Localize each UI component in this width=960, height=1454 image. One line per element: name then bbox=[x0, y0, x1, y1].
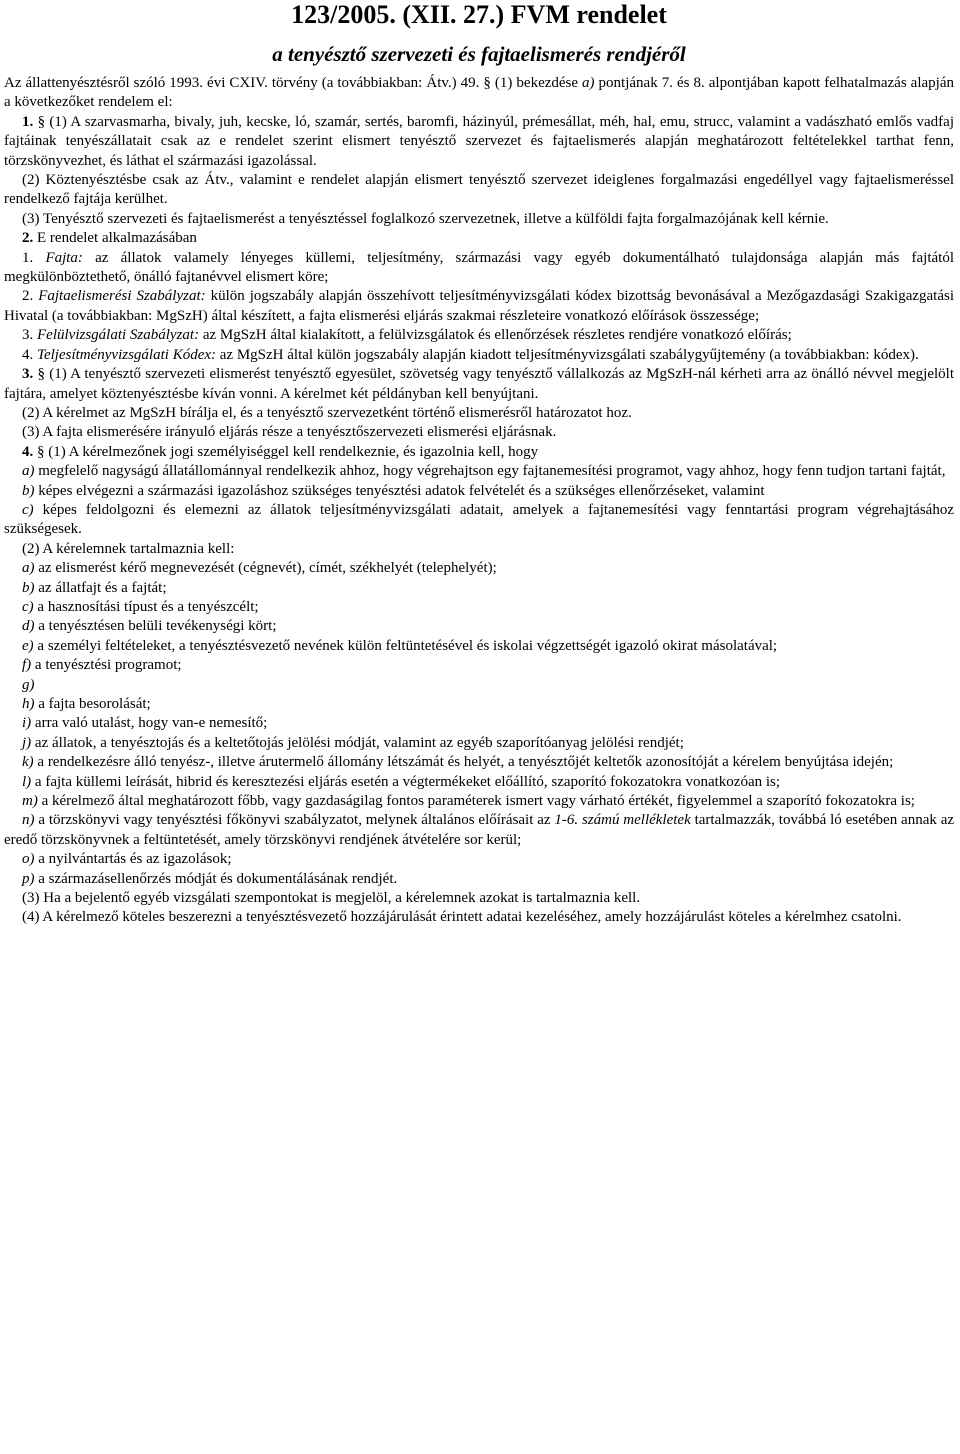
paragraph: (4) A kérelmező köteles beszerezni a tenyésztésvezető hozzájárulását érintett adatai kezeléséhez, amely hozzájárulást köteles a kérelmhez csatolni. bbox=[22, 909, 902, 926]
paragraph: b) az állatfajt és a fajtát; bbox=[22, 579, 167, 596]
paragraph: (2) Köztenyésztésbe csak az Átv., valamint e rendelet alapján elismert tenyésztő szervezet ideiglenes forgalmazási engedéllyel vagy fajtaelismeréssel rendelkező fajtája kerülhet. bbox=[4, 172, 954, 208]
document-title: 123/2005. (XII. 27.) FVM rendelet bbox=[291, 0, 667, 29]
paragraph: p) a származásellenőrzés módját és dokumentálásának rendjét. bbox=[22, 870, 398, 887]
paragraph: 3. § (1) A tenyésztő szervezeti elismerést tenyésztő egyesület, szövetség vagy tenyésztő vállalkozás az MgSzH-nál kérheti arra az önálló névvel megjelölt fajtára, amelyet köztenyésztésbe kíván vonni. A kérelmet két példányban kell benyújtani. bbox=[4, 366, 954, 402]
paragraph: m) a kérelmező által meghatározott főbb, vagy gazdaságilag fontos paraméterek ismert vagy várható értékét, figyelemmel a szaporító fokozatokra is; bbox=[22, 793, 915, 810]
paragraph: (3) Ha a bejelentő egyéb vizsgálati szempontokat is megjelöl, a kérelemnek azokat is tartalmaznia kell. bbox=[22, 890, 641, 907]
paragraph: (2) A kérelmet az MgSzH bírálja el, és a tenyésztő szervezetként történő elismerésről határozatot hoz. bbox=[22, 404, 632, 421]
paragraph: 4. § (1) A kérelmezőnek jogi személyiséggel kell rendelkeznie, és igazolnia kell, hogy bbox=[22, 443, 539, 460]
document-subtitle: a tenyésztő szervezeti és fajtaelismerés rendjéről bbox=[272, 42, 686, 66]
document bbox=[4, 0, 954, 928]
paragraph: 1. Fajta: az állatok valamely lényeges küllemi, teljesítmény, származási vagy egyéb dokumentálható tulajdonsága alapján más fajtától megkülönböztethető, önálló fajtanévvel elismert köre; bbox=[4, 249, 954, 286]
paragraph: o) a nyilvántartás és az igazolások; bbox=[22, 851, 232, 868]
paragraph: 2. Fajtaelismerési Szabályzat: külön jogszabály alapján összehívott teljesítményvizsgálati kódex bizottság bevonásával a Mezőgazdasági Szakigazgatási Hivatal (a továbbiakban: MgSzH) által készített, a fajta elismerési eljárás szakmai részleteire vonatkozó előírások összessége; bbox=[4, 288, 955, 324]
paragraph: h) a fajta besorolását; bbox=[22, 696, 151, 712]
paragraph: 1. § (1) A szarvasmarha, bivaly, juh, kecske, ló, szamár, sertés, baromfi, házinyúl, prémesállat, méh, hal, emu, strucc, valamint a vadászható emlős vadfaj fajtáinak tenyészállatait csak az e rendelet szerint elismert tenyésztő szervezet és fajtaelismerés alapján meghatározott feltételekkel tarthat fenn, törzskönyvezhet, és láthat el származási igazolással. bbox=[4, 113, 954, 169]
paragraph: 2. E rendelet alkalmazásában bbox=[22, 230, 197, 247]
paragraph: (2) A kérelemnek tartalmaznia kell: bbox=[22, 540, 235, 557]
paragraph: d) a tenyésztésen belüli tevékenységi kört; bbox=[22, 618, 277, 635]
paragraph: f) a tenyésztési programot; bbox=[22, 657, 182, 674]
paragraph: Az állattenyésztésről szóló 1993. évi CXIV. törvény (a továbbiakban: Átv.) 49. § (1) bekezdése a) pontjának 7. és 8. alpontjában kapott felhatalmazás alapján a következőket rendelem el: bbox=[4, 75, 954, 111]
paragraph: k) a rendelkezésre álló tenyész-, illetve árutermelő állomány létszámát és helyét, a tenyésztőjét keltetők azonosítóját a kérelem benyújtása idején; bbox=[22, 754, 894, 771]
paragraph: l) a fajta küllemi leírását, hibrid és keresztezési eljárás esetén a végtermékeket előállító, szaporító fokozatokra vonatkozóan is; bbox=[22, 773, 781, 790]
document-body bbox=[4, 74, 954, 928]
paragraph: 3. Felülvizsgálati Szabályzat: az MgSzH által kialakított, a felülvizsgálatok és ellenőrzések részletes rendjére vonatkozó előírás; bbox=[22, 327, 792, 344]
paragraph: j) az állatok, a tenyésztojás és a keltetőtojás jelölési módját, valamint az egyéb szaporítóanyag jelölési rendjét; bbox=[22, 734, 684, 751]
paragraph: 4. Teljesítményvizsgálati Kódex: az MgSzH által külön jogszabály alapján kiadott teljesítményvizsgálati szabálygyűjtemény (a továbbiakban: kódex). bbox=[22, 346, 919, 363]
paragraph: a) megfelelő nagyságú állatállománnyal rendelkezik ahhoz, hogy végrehajtson egy fajtanemesítési programot, vagy ahhoz, hogy fenn tudjon tartani fajtát, bbox=[22, 463, 946, 480]
paragraph: n) a törzskönyvi vagy tenyésztési főkönyvi szabályzatot, melynek általános előírásait az 1-6. számú mellékletek tartalmazzák, továbbá ló esetében annak az eredő törzskönyvnek a feltüntetését, amely törzskönyvi rendjének átvételére sor kerül; bbox=[4, 812, 955, 848]
paragraph: b) képes elvégezni a származási igazoláshoz szükséges tenyésztési adatok felvételét és a szükséges ellenőrzéseket, valamint bbox=[22, 482, 765, 499]
paragraph: g) bbox=[22, 676, 35, 693]
paragraph: (3) A fajta elismerésére irányuló eljárás része a tenyésztőszervezeti elismerési eljárásnak. bbox=[22, 424, 557, 441]
paragraph: a) az elismerést kérő megnevezését (cégnevét), címét, székhelyét (telephelyét); bbox=[22, 560, 497, 577]
paragraph: c) a hasznosítási típust és a tenyészcélt; bbox=[22, 598, 259, 615]
paragraph: i) arra való utalást, hogy van-e nemesítő; bbox=[22, 715, 268, 732]
paragraph: e) a személyi feltételeket, a tenyésztésvezető nevének külön feltüntetésével és iskolai végzettségét igazoló okirat másolatával; bbox=[22, 637, 778, 654]
paragraph: (3) Tenyésztő szervezeti és fajtaelismerést a tenyésztéssel foglalkozó szervezetnek, illetve a külföldi fajta forgalmazójának kell kérnie. bbox=[22, 210, 829, 227]
paragraph: c) képes feldolgozni és elemezni az állatok teljesítményvizsgálati adatait, amelyek a fajtanemesítési vagy fenntartási program végrehajtásához szükségesek. bbox=[4, 501, 954, 538]
